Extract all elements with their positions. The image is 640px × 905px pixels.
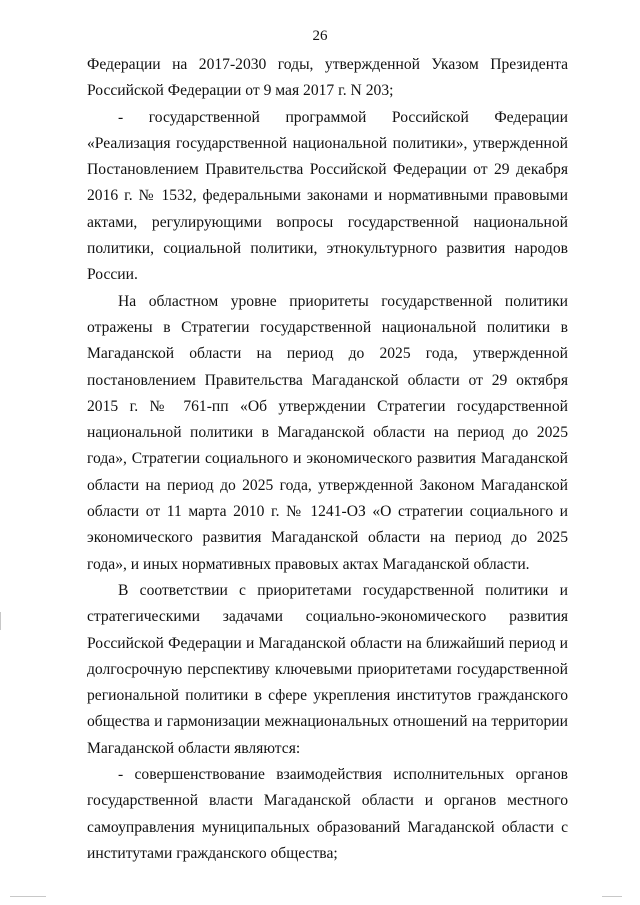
page-number: 26 (312, 28, 328, 44)
paragraph-interaction: - совершенствование взаимодействия исполнительных органов государственной власти Магаданской области и органов местного самоуправления муниципальных образований Магаданской области с институтами гражданского общества; (87, 766, 568, 862)
document-body (87, 52, 568, 867)
scan-mark-bottom-left (10, 896, 46, 897)
scan-mark-left (0, 612, 1, 630)
paragraph-regional-level: На областном уровне приоритеты государственной политики отражены в Стратегии государственной национальной политики в Магаданской области на период до 2025 года, утвержденной постановлением Правительства Магаданской области от 29 октября 2015 г. № 761-пп «Об утверждении Стратегии государственной национальной политики в Магаданской области на период до 2025 года», Стратегии социального и экономического развития Магаданской области на период до 2025 года, утвержденной Законом Магаданской области от 11 марта 2010 г. № 1241-ОЗ «О стратегии социального и экономического развития Магаданской области на период до 2025 года», и иных нормативных правовых актах Магаданской области. (87, 292, 568, 573)
scan-mark-bottom-right (602, 896, 622, 897)
paragraph-continuation: Федерации на 2017-2030 годы, утвержденной Указом Президента Российской Федерации от 9 мая 2017 г. N 203; (87, 56, 568, 100)
paragraph-state-program: - государственной программой Российской Федерации «Реализация государственной национальной политики», утвержденной Постановлением Правительства Российской Федерации от 29 декабря 2016 г. № 1532, федеральными законами и нормативными правовыми актами, регулирующими вопросы государственной национальной политики, социальной политики, этнокультурного развития народов России. (87, 108, 568, 284)
paragraph-priorities: В соответствии с приоритетами государственной политики и стратегическими задачами социально-экономического развития Российской Федерации и Магаданской области на ближайший период и долгосрочную перспективу ключевыми приоритетами государственной региональной политики в сфере укрепления институтов гражданского общества и гармонизации межнациональных отношений на территории Магаданской области являются: (87, 581, 568, 757)
